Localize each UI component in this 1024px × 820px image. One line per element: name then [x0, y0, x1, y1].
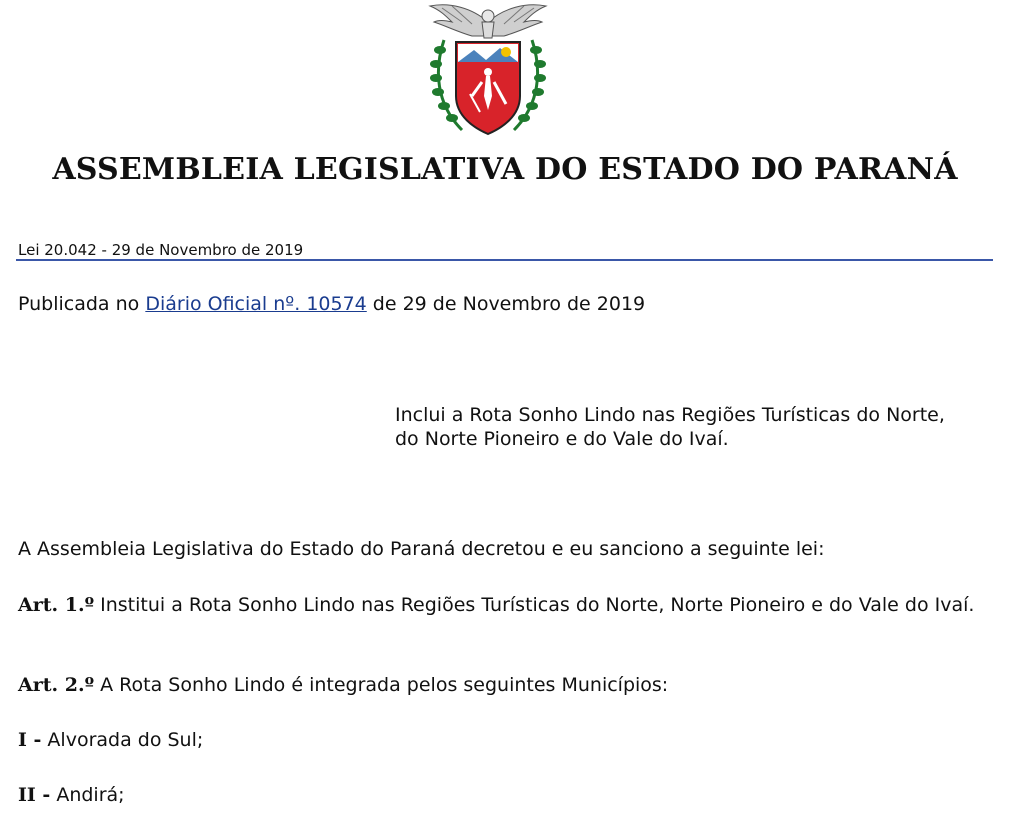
law-summary-line-1: Inclui a Rota Sonho Lindo nas Regiões Turísticas do Norte, — [395, 404, 945, 426]
article-1-text: Institui a Rota Sonho Lindo nas Regiões Turísticas do Norte, Norte Pioneiro e do Vale do Ivaí. — [94, 594, 975, 616]
article-1 — [18, 594, 988, 617]
diario-oficial-link[interactable]: Diário Oficial nº. 10574 — [145, 293, 367, 315]
law-reference: Lei 20.042 - 29 de Novembro de 2019 — [18, 241, 304, 259]
list-item — [18, 784, 125, 807]
item-text: Alvorada do Sul; — [41, 729, 204, 751]
article-2-text: A Rota Sonho Lindo é integrada pelos seguintes Municípios: — [94, 674, 669, 696]
article-2 — [18, 674, 668, 697]
item-text: Andirá; — [50, 784, 125, 806]
article-1-label: Art. 1.º — [18, 594, 95, 616]
publication-line — [18, 293, 645, 316]
header-divider — [16, 259, 993, 261]
parana-coat-of-arms-icon — [422, 0, 554, 150]
enactment-clause: A Assembleia Legislativa do Estado do Paraná decretou e eu sanciono a seguinte lei: — [18, 538, 825, 560]
publication-suffix: de 29 de Novembro de 2019 — [366, 293, 646, 315]
publication-prefix: Publicada no — [18, 293, 146, 315]
assembly-title: ASSEMBLEIA LEGISLATIVA DO ESTADO DO PARANÁ — [52, 152, 958, 187]
law-summary — [395, 403, 1005, 451]
law-summary-line-2: do Norte Pioneiro e do Vale do Ivaí. — [395, 428, 729, 450]
item-label: II - — [18, 784, 51, 806]
article-2-label: Art. 2.º — [18, 674, 95, 696]
list-item — [18, 729, 203, 752]
item-label: I - — [18, 729, 42, 751]
